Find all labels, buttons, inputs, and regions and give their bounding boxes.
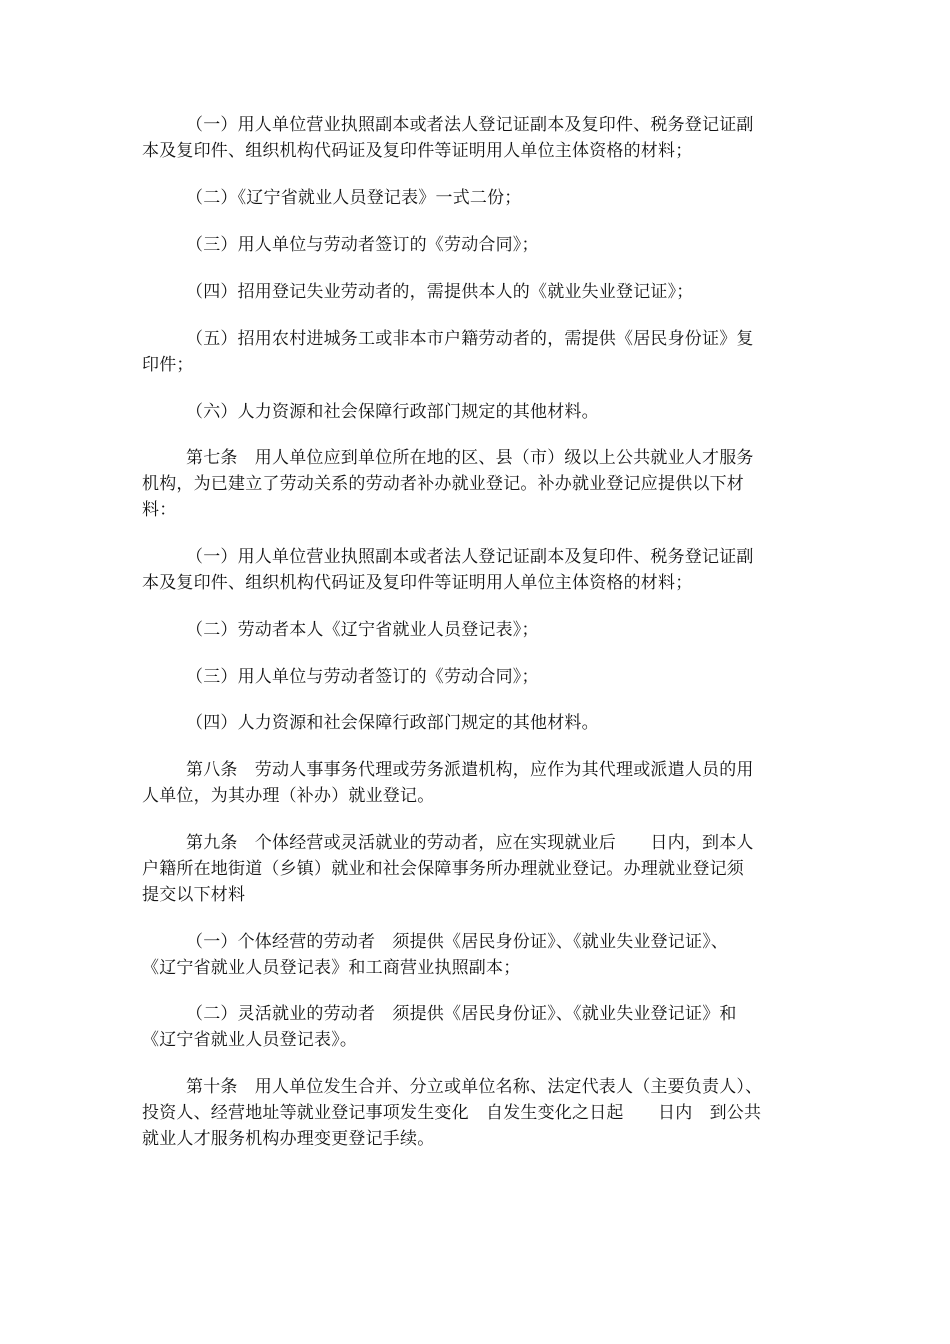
text-line: 本及复印件、组织机构代码证及复印件等证明用人单位主体资格的材料； (142, 141, 693, 161)
text-line: 第八条 劳动人事事务代理或劳务派遣机构，应作为其代理或派遣人员的用 (186, 760, 754, 780)
text-line: （四）招用登记失业劳动者的，需提供本人的《就业失业登记证》； (186, 282, 694, 302)
text-line: （四）人力资源和社会保障行政部门规定的其他材料。 (186, 713, 599, 733)
text-line: 就业人才服务机构办理变更登记手续。 (142, 1129, 435, 1149)
text-line: 本及复印件、组织机构代码证及复印件等证明用人单位主体资格的材料； (142, 573, 693, 593)
text-line: （一）用人单位营业执照副本或者法人登记证副本及复印件、税务登记证副 (186, 547, 754, 567)
text-line: 第十条 用人单位发生合并、分立或单位名称、法定代表人（主要负责人）、 (186, 1077, 763, 1097)
text-line: （三）用人单位与劳动者签订的《劳动合同》； (186, 667, 539, 687)
text-line: 投资人、经营地址等就业登记事项发生变化 自发生变化之日起 日内 到公共 (142, 1103, 762, 1123)
text-line: 户籍所在地街道（乡镇）就业和社会保障事务所办理就业登记。办理就业登记须 (142, 859, 744, 879)
text-line: 人单位，为其办理（补办）就业登记。 (142, 786, 435, 806)
text-line: 第九条 个体经营或灵活就业的劳动者，应在实现就业后 日内，到本人 (186, 833, 754, 853)
text-line: 第七条 用人单位应到单位所在地的区、县（市）级以上公共就业人才服务 (186, 448, 754, 468)
text-line: （三）用人单位与劳动者签订的《劳动合同》； (186, 235, 539, 255)
text-line: （二）灵活就业的劳动者 须提供《居民身份证》、《就业失业登记证》和 (186, 1004, 737, 1024)
text-line: 料： (142, 500, 177, 520)
text-line: （一）个体经营的劳动者 须提供《居民身份证》、《就业失业登记证》、 (186, 932, 729, 952)
text-line: 《辽宁省就业人员登记表》和工商营业执照副本； (142, 958, 521, 978)
text-line: （五）招用农村进城务工或非本市户籍劳动者的，需提供《居民身份证》复 (186, 329, 754, 349)
text-line: （二）劳动者本人《辽宁省就业人员登记表》； (186, 620, 539, 640)
text-line: （一）用人单位营业执照副本或者法人登记证副本及复印件、税务登记证副 (186, 115, 754, 135)
text-line: 提交以下材料 (142, 885, 246, 905)
text-line: 《辽宁省就业人员登记表》。 (142, 1030, 358, 1050)
text-line: 印件； (142, 355, 194, 375)
text-line: （六）人力资源和社会保障行政部门规定的其他材料。 (186, 402, 599, 422)
text-line: （二）《辽宁省就业人员登记表》一式二份； (186, 188, 522, 208)
text-line: 机构，为已建立了劳动关系的劳动者补办就业登记。补办就业登记应提供以下材 (142, 474, 744, 494)
